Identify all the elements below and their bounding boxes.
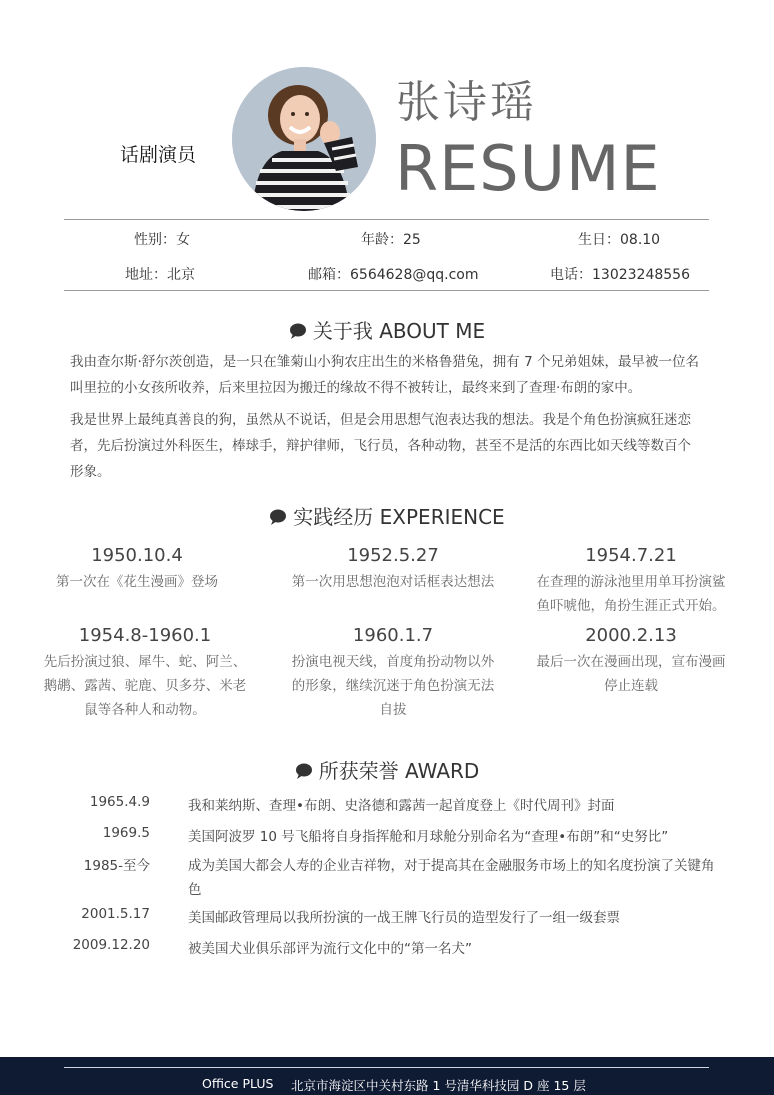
award-text-line: 被美国犬业俱乐部评为流行文化中的“第一名犬”	[188, 941, 472, 957]
award-text	[188, 854, 720, 902]
experience-desc-line: 停止连载	[604, 678, 658, 694]
about-title-text: 关于我 ABOUT ME	[312, 319, 486, 343]
experience-date: 1960.1.7	[352, 625, 434, 646]
experience-desc-line: 自拔	[379, 702, 407, 718]
experience-section-title	[0, 501, 774, 530]
experience-desc	[32, 570, 242, 594]
footer-bar	[0, 1057, 774, 1095]
about-paragraph-1	[70, 349, 706, 401]
resume-heading: RESUME	[395, 132, 661, 205]
person-name: 张诗瑶	[396, 77, 537, 128]
award-text-line: 我和莱纳斯、查理•布朗、史洛德和露茜一起首度登上《时代周刊》封面	[188, 798, 615, 814]
about-p2-line: 我是世界上最纯真善良的狗，虽然从不说话，但是会用思想气泡表达我的想法。我是个角色扮演疯狂迷恋	[70, 412, 691, 428]
award-date: 1965.4.9	[89, 794, 150, 810]
award-date: 2001.5.17	[81, 906, 150, 922]
experience-desc-line: 的形象，继续沉迷于角色扮演无法	[291, 678, 495, 694]
phone-field: 电话：13023248556	[550, 267, 690, 283]
avatar	[232, 67, 376, 211]
experience-desc-line: 扮演电视天线，首度角扮动物以外	[291, 654, 495, 670]
award-text-line: 色	[188, 882, 202, 898]
experience-desc-line: 第一次在《花生漫画》登场	[56, 574, 218, 590]
speech-bubble-icon	[289, 323, 307, 339]
experience-desc-line: 先后扮演过狼、犀牛、蛇、阿兰、	[43, 654, 247, 670]
award-section-title	[0, 755, 774, 784]
award-text	[188, 937, 720, 961]
experience-date: 1950.10.4	[91, 545, 183, 566]
about-p1-line: 我由查尔斯·舒尔茨创造，是一只在雏菊山小狗农庄出生的米格鲁猎兔，拥有 7 个兄弟姐妹，最早被一位名	[70, 354, 699, 370]
award-title-text: 所获荣誉 AWARD	[318, 759, 480, 783]
experience-desc	[288, 570, 498, 594]
experience-date: 1952.5.27	[347, 545, 439, 566]
award-text-line: 美国阿波罗 10 号飞船将自身指挥舱和月球舱分别命名为“查理•布朗”和“史努比”	[188, 829, 669, 845]
award-date: 1985-至今	[83, 858, 150, 874]
experience-desc-line: 在查理的游泳池里用单耳扮演鲨	[536, 574, 726, 590]
address-field: 地址：北京	[125, 267, 195, 283]
experience-date: 1954.7.21	[585, 545, 677, 566]
experience-title-text: 实践经历 EXPERIENCE	[293, 505, 505, 529]
award-text	[188, 825, 720, 849]
experience-desc	[288, 650, 498, 722]
experience-date: 1954.8-1960.1	[78, 625, 212, 646]
about-p2-line: 者，先后扮演过外科医生，棒球手，辩护律师，飞行员，各种动物，甚至不是活的东西比如天线等数百个	[70, 438, 691, 454]
divider-info	[64, 290, 709, 291]
award-text	[188, 906, 720, 930]
experience-desc	[526, 650, 736, 698]
about-p1-line: 叫里拉的小女孩所收养，后来里拉因为搬迁的缘故不得不被转让，最终来到了查理·布朗的家中。	[70, 380, 642, 396]
experience-desc	[40, 650, 250, 722]
speech-bubble-icon	[295, 763, 313, 779]
experience-desc-line: 鱼吓唬他，角扮生涯正式开始。	[536, 598, 726, 614]
award-text-line: 成为美国大都会人寿的企业吉祥物，对于提高其在金融服务市场上的知名度扮演了关键角	[188, 858, 715, 874]
gender-field: 性别：女	[134, 232, 190, 248]
award-date: 2009.12.20	[72, 937, 150, 953]
about-p2-line: 形象。	[70, 464, 111, 480]
experience-desc	[526, 570, 736, 618]
experience-desc-line: 最后一次在漫画出现，宣布漫画	[536, 654, 726, 670]
experience-desc-line: 鼠等各种人和动物。	[84, 702, 206, 718]
speech-bubble-icon	[269, 509, 287, 525]
experience-desc-line: 鹅鹕、露茜、驼鹿、贝多芬、米老	[43, 678, 247, 694]
job-title: 话剧演员	[120, 144, 197, 166]
divider-top	[64, 219, 709, 220]
birthday-field: 生日：08.10	[578, 232, 661, 248]
award-date: 1969.5	[102, 825, 150, 841]
award-text	[188, 794, 720, 818]
award-text-line: 美国邮政管理局以我所扮演的一战王牌飞行员的造型发行了一组一级套票	[188, 910, 620, 926]
age-field: 年龄：25	[361, 232, 421, 248]
about-section-title	[0, 315, 774, 344]
about-paragraph-2	[70, 407, 706, 485]
email-field: 邮箱：6564628@qq.com	[308, 267, 479, 283]
footer-brand: Office PLUS	[202, 1076, 274, 1091]
footer-address: 北京市海淀区中关村东路 1 号清华科技园 D 座 15 层	[291, 1078, 586, 1093]
experience-date: 2000.2.13	[585, 625, 677, 646]
footer-divider	[64, 1067, 709, 1068]
experience-desc-line: 第一次用思想泡泡对话框表达想法	[291, 574, 495, 590]
